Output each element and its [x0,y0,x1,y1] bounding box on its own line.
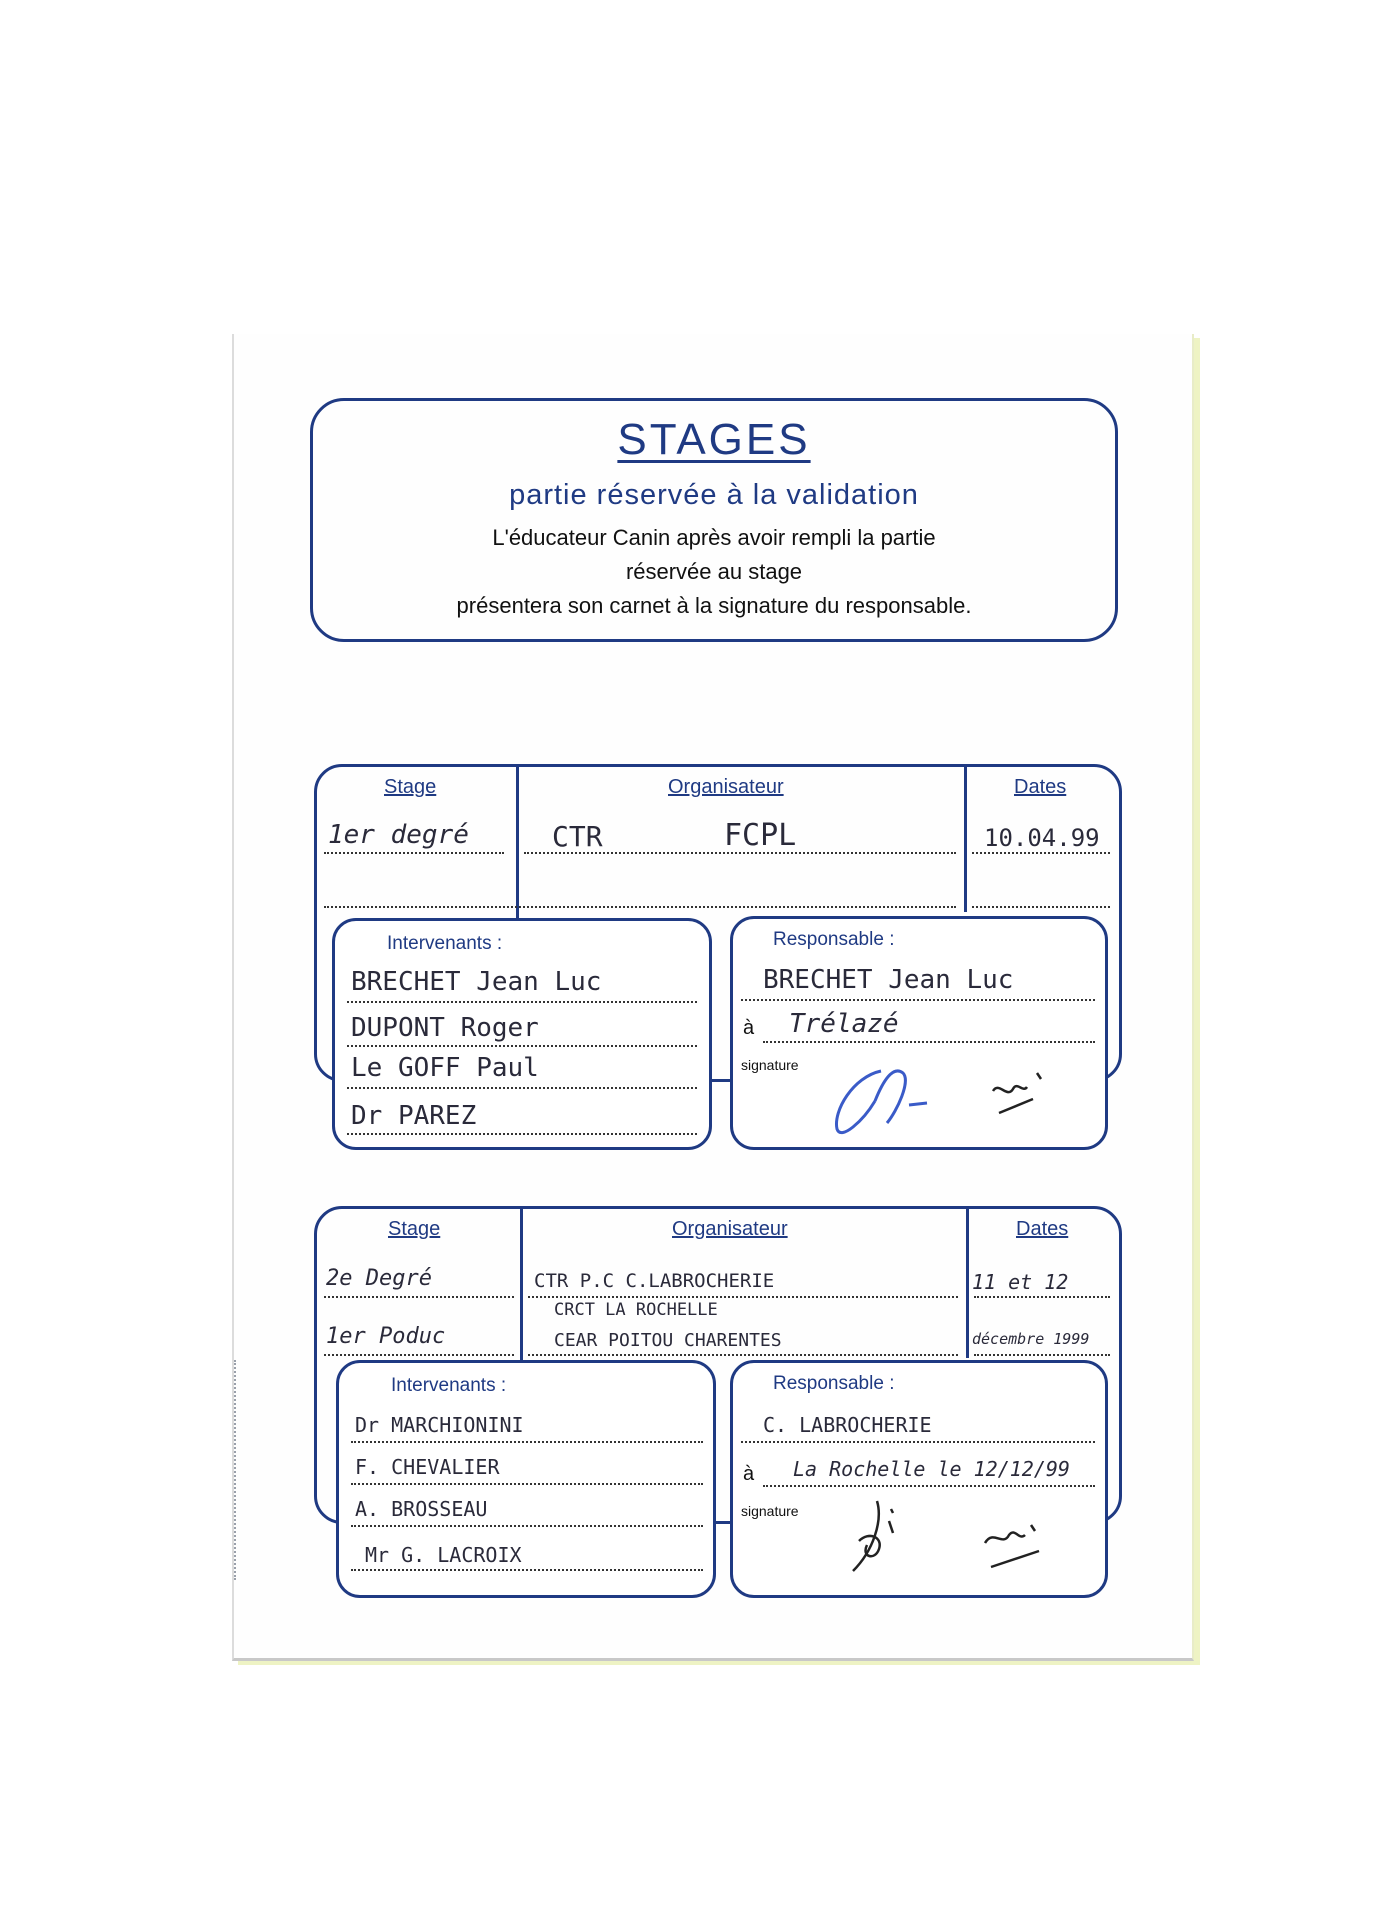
intervenants-label: Intervenants : [391,1375,507,1396]
col-header-stage: Stage [384,776,437,798]
intervenant-1: Dr MARCHIONINI [355,1413,524,1437]
stage-section-1 [314,764,1122,1164]
instruction-line-2: réservée au stage [625,559,803,584]
dotted-line [741,1441,1095,1443]
responsable-label: Responsable : [773,1373,895,1394]
stage-level-2: 1er Poduc [326,1324,446,1349]
signature-label: signature [741,1503,799,1519]
divider [520,1206,523,1362]
intervenants-label: Intervenants : [387,933,503,954]
dotted-line [351,1483,703,1485]
a-label: à [743,1463,755,1485]
instruction-line-1: L'éducateur Canin après avoir rempli la partie [492,525,936,550]
dotted-line [972,852,1110,854]
intervenants-box [336,1360,716,1598]
intervenant-1: BRECHET Jean Luc [351,967,602,997]
stage-level-1: 2e Degré [326,1266,432,1291]
dotted-line [972,906,1110,908]
organisateur-line-1: CTR P.C C.LABROCHERIE [534,1270,775,1292]
handwritten-signature [843,1481,1083,1591]
instruction-line-3: présentera son carnet à la signature du responsable. [456,593,972,618]
intervenant-3: A. BROSSEAU [355,1497,488,1521]
dotted-line [351,1441,703,1443]
organisateur-line-2: CRCT LA ROCHELLE [554,1300,718,1320]
col-header-organisateur: Organisateur [668,776,784,798]
dotted-line [347,1133,697,1135]
a-label: à [743,1017,755,1039]
responsable-name: C. LABROCHERIE [763,1413,932,1437]
organisateur-b: FCPL [724,818,797,853]
divider [966,1206,969,1358]
date-line-1: 11 et 12 [972,1270,1069,1294]
dotted-line [324,852,504,854]
dotted-line [763,1041,1095,1043]
intervenant-3: Le GOFF Paul [351,1053,539,1083]
responsable-lieu: La Rochelle le 12/12/99 [793,1457,1070,1481]
responsable-label: Responsable : [773,929,895,950]
dotted-line [528,1354,958,1356]
intervenant-2: F. CHEVALIER [355,1455,500,1479]
organisateur-a: CTR [552,820,603,853]
col-header-organisateur: Organisateur [672,1218,788,1240]
dotted-line [974,1296,1110,1298]
responsable-box [730,1360,1108,1598]
dotted-line [324,1354,514,1356]
dotted-line [524,852,956,854]
dotted-line [347,1001,697,1003]
responsable-name: BRECHET Jean Luc [763,965,1014,995]
dotted-line [324,906,956,908]
dotted-line [347,1087,697,1089]
responsable-lieu: Trélazé [789,1009,899,1039]
dotted-line [974,1354,1110,1356]
divider [964,764,967,912]
intervenant-2: DUPONT Roger [351,1013,539,1043]
organisateur-line-3: CEAR POITOU CHARENTES [554,1330,782,1351]
stage-section-2 [314,1206,1122,1606]
divider [516,764,519,918]
col-header-stage: Stage [388,1218,441,1240]
page-title: STAGES [617,415,811,464]
intervenant-4: Mr G. LACROIX [365,1543,522,1567]
header-box [310,398,1118,642]
responsable-box [730,916,1108,1150]
dotted-line [351,1525,703,1527]
dotted-line [741,999,1095,1001]
stage-level: 1er degré [328,820,469,850]
date-line-2: décembre 1999 [972,1330,1090,1348]
dotted-line [528,1296,958,1298]
stage-date: 10.04.99 [984,824,1100,852]
binding-stitch [234,1360,240,1580]
dotted-line [351,1569,703,1571]
col-header-dates: Dates [1014,776,1067,798]
col-header-dates: Dates [1016,1218,1069,1240]
handwritten-signature [823,1051,1063,1141]
intervenants-box [332,918,712,1150]
page-subtitle: partie réservée à la validation [509,479,919,511]
signature-label: signature [741,1057,799,1073]
intervenant-4: Dr PAREZ [351,1101,477,1131]
dotted-line [347,1045,697,1047]
dotted-line [324,1296,514,1298]
